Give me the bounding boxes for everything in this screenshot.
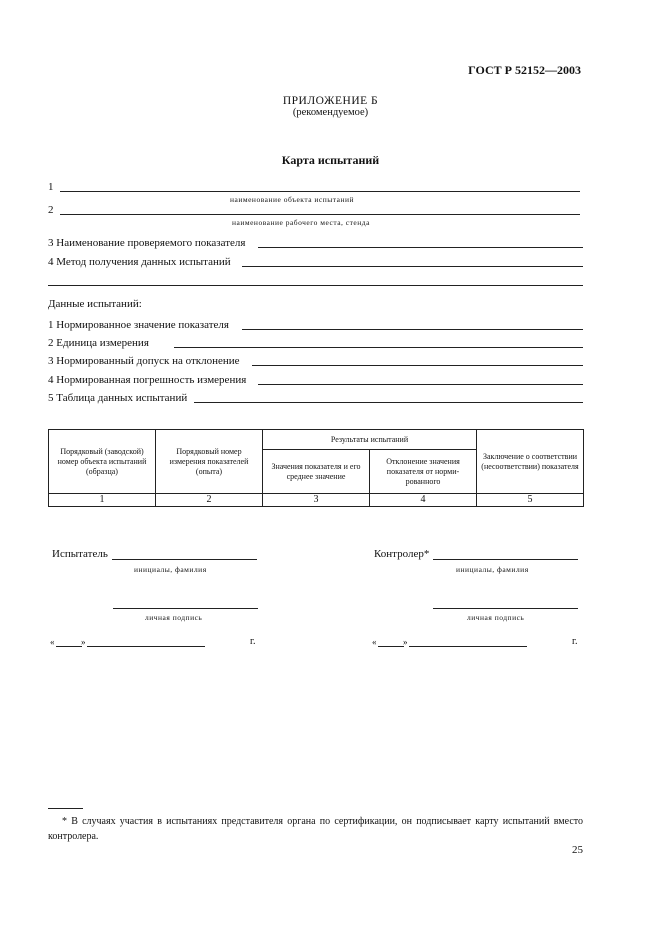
col-header-3: Значения показателя и его среднее значение	[263, 450, 370, 494]
controller-signature-caption: личная подпись	[467, 613, 525, 622]
tester-month-line[interactable]	[87, 646, 205, 647]
col-number-3: 3	[263, 494, 370, 507]
standard-number: ГОСТ Р 52152—2003	[468, 63, 581, 77]
col-header-5: Заключение о соответствии (несоответствии) показателя	[477, 430, 584, 494]
appendix-note: (рекомендуемое)	[292, 107, 369, 118]
test-data-table	[48, 429, 584, 507]
controller-label: Контролер*	[374, 548, 430, 560]
controller-day-line[interactable]	[378, 646, 404, 647]
tester-signature-caption: личная подпись	[145, 613, 203, 622]
controller-name-line[interactable]	[433, 559, 578, 560]
tester-signature-line[interactable]	[113, 608, 258, 609]
test-item-1-line[interactable]	[242, 329, 583, 330]
test-item-4-line[interactable]	[258, 384, 583, 385]
test-item-2-label: 2 Единица измерения	[48, 337, 149, 349]
field-3-label: 3 Наименование проверяемого показателя	[48, 237, 246, 249]
tester-year-suffix: г.	[250, 636, 256, 647]
test-item-1-label: 1 Нормированное значение показателя	[48, 319, 229, 331]
test-item-4-label: 4 Нормированная погрешность измерения	[48, 374, 247, 386]
field-4-label: 4 Метод получения данных испытаний	[48, 256, 231, 268]
tester-date-close: »	[81, 637, 86, 647]
tester-name-line[interactable]	[112, 559, 257, 560]
controller-month-line[interactable]	[409, 646, 527, 647]
test-item-3-line[interactable]	[252, 365, 583, 366]
field-2-caption: наименование рабочего места, стенда	[232, 218, 370, 227]
col-header-1: Порядковый (заводской) номер объекта испытаний (образца)	[49, 430, 156, 494]
col-number-4: 4	[370, 494, 477, 507]
field-4-line[interactable]	[242, 266, 583, 267]
footnote-rule	[48, 808, 83, 809]
col-number-5: 5	[477, 494, 584, 507]
test-item-3-label: 3 Нормированный допуск на отклонение	[48, 355, 240, 367]
test-item-2-line[interactable]	[174, 347, 583, 348]
controller-initials-caption: инициалы, фамилия	[456, 565, 529, 574]
field-3-line[interactable]	[258, 247, 583, 248]
tester-initials-caption: инициалы, фамилия	[134, 565, 207, 574]
field-2-line[interactable]	[60, 214, 580, 215]
field-1-number: 1	[48, 181, 54, 193]
controller-date-open: «	[372, 637, 377, 647]
tester-day-line[interactable]	[56, 646, 82, 647]
field-2-number: 2	[48, 204, 54, 216]
col-header-4: Отклонение значения показателя от нормированного	[370, 450, 477, 494]
test-item-5-label: 5 Таблица данных испытаний	[48, 392, 188, 404]
form-title: Карта испытаний	[281, 153, 380, 167]
col-number-2: 2	[156, 494, 263, 507]
col-number-1: 1	[49, 494, 156, 507]
test-item-5-line[interactable]	[194, 402, 583, 403]
controller-year-suffix: г.	[572, 636, 578, 647]
controller-signature-line[interactable]	[433, 608, 578, 609]
field-1-caption: наименование объекта испытаний	[230, 195, 355, 204]
page-number: 25	[572, 844, 583, 856]
test-data-heading: Данные испытаний:	[48, 298, 142, 310]
col-header-results: Результаты испытаний	[263, 430, 477, 450]
controller-date-close: »	[403, 637, 408, 647]
field-1-line[interactable]	[60, 191, 580, 192]
col-header-2: Порядковый номер измерения показателей (опыта)	[156, 430, 263, 494]
footnote-text: * В случаях участия в испытаниях представителя органа по сертификации, он подписывает карту испытаний вместо контролера.	[48, 816, 583, 842]
tester-date-open: «	[50, 637, 55, 647]
field-4-line-2[interactable]	[48, 285, 583, 286]
tester-label: Испытатель	[52, 548, 108, 560]
appendix-title: ПРИЛОЖЕНИЕ Б	[282, 95, 379, 107]
